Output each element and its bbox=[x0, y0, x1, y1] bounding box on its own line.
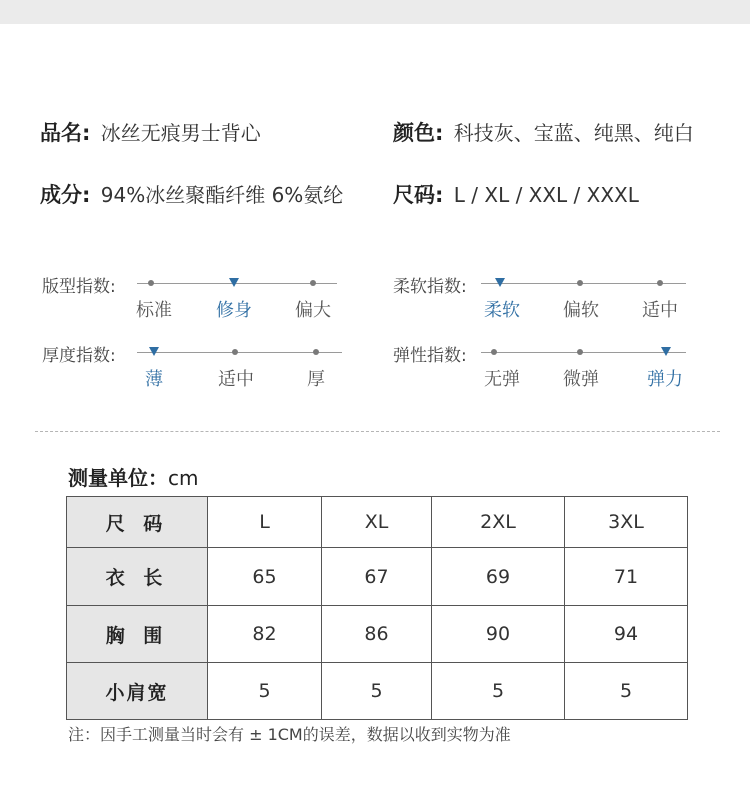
product-name-row bbox=[40, 117, 261, 147]
product-material-label: 成分: bbox=[40, 183, 91, 207]
scale-elasticity-track bbox=[481, 352, 686, 353]
scale-thickness-selected-marker bbox=[149, 347, 159, 356]
product-name-value: 冰丝无痕男士背心 bbox=[100, 121, 261, 145]
scale-softness-track bbox=[481, 283, 686, 284]
table-header-cell: XL bbox=[322, 497, 432, 548]
measure-unit-label: 测量单位： bbox=[68, 466, 168, 490]
table-row bbox=[67, 663, 688, 720]
scale-elasticity-option-2: 弹力 bbox=[647, 369, 683, 390]
product-color-value: 科技灰、宝蓝、纯黑、纯白 bbox=[453, 121, 694, 145]
product-size-row bbox=[393, 179, 639, 209]
product-color-row bbox=[393, 117, 694, 147]
product-size-value: L / XL / XXL / XXXL bbox=[453, 183, 639, 207]
scale-thickness-dot-1 bbox=[232, 349, 238, 355]
scale-thickness-track bbox=[137, 352, 342, 353]
table-cell: 5 bbox=[565, 663, 688, 720]
section-divider bbox=[35, 431, 720, 432]
product-color-label: 颜色: bbox=[393, 121, 444, 145]
table-row-header: 衣 长 bbox=[67, 548, 208, 606]
scale-softness-dot-1 bbox=[577, 280, 583, 286]
table-header-row bbox=[67, 497, 688, 548]
scale-fit bbox=[42, 272, 387, 332]
table-row bbox=[67, 606, 688, 663]
scale-thickness-label: 厚度指数: bbox=[42, 346, 116, 366]
table-row-header: 尺 码 bbox=[67, 497, 208, 548]
top-bar bbox=[0, 0, 750, 24]
table-cell: 71 bbox=[565, 548, 688, 606]
scale-softness-label: 柔软指数: bbox=[393, 277, 467, 297]
table-cell: 69 bbox=[432, 548, 565, 606]
product-name-label: 品名: bbox=[40, 121, 91, 145]
table-cell: 90 bbox=[432, 606, 565, 663]
scale-fit-option-1: 修身 bbox=[216, 300, 252, 321]
scale-elasticity-selected-marker bbox=[661, 347, 671, 356]
table-row-header: 小肩宽 bbox=[67, 663, 208, 720]
scale-thickness-option-2: 厚 bbox=[307, 369, 325, 390]
table-row bbox=[67, 548, 688, 606]
table-header-cell: L bbox=[208, 497, 322, 548]
scale-fit-dot-0 bbox=[148, 280, 154, 286]
table-cell: 86 bbox=[322, 606, 432, 663]
measure-unit-value: cm bbox=[168, 466, 199, 490]
scale-elasticity bbox=[393, 341, 738, 401]
table-cell: 67 bbox=[322, 548, 432, 606]
product-material-row bbox=[40, 179, 343, 209]
scale-softness-dot-2 bbox=[657, 280, 663, 286]
table-cell: 65 bbox=[208, 548, 322, 606]
table-header-cell: 2XL bbox=[432, 497, 565, 548]
table-cell: 5 bbox=[322, 663, 432, 720]
scale-elasticity-label: 弹性指数: bbox=[393, 346, 467, 366]
scale-fit-option-2: 偏大 bbox=[295, 300, 331, 321]
scale-elasticity-option-0: 无弹 bbox=[484, 369, 520, 390]
scale-thickness-option-0: 薄 bbox=[145, 369, 163, 390]
scale-softness-selected-marker bbox=[495, 278, 505, 287]
product-size-label: 尺码: bbox=[393, 183, 444, 207]
table-header-cell: 3XL bbox=[565, 497, 688, 548]
scale-softness-option-0: 柔软 bbox=[484, 300, 520, 321]
size-table bbox=[66, 496, 688, 720]
measurement-note: 注：因手工测量当时会有 ± 1CM的误差，数据以收到实物为准 bbox=[68, 725, 511, 744]
scale-softness-option-1: 偏软 bbox=[563, 300, 599, 321]
scale-elasticity-option-1: 微弹 bbox=[563, 369, 599, 390]
table-cell: 94 bbox=[565, 606, 688, 663]
scale-fit-label: 版型指数: bbox=[42, 277, 116, 297]
scale-thickness-option-1: 适中 bbox=[218, 369, 254, 390]
scale-fit-dot-2 bbox=[310, 280, 316, 286]
scale-fit-selected-marker bbox=[229, 278, 239, 287]
scale-elasticity-dot-0 bbox=[491, 349, 497, 355]
table-cell: 82 bbox=[208, 606, 322, 663]
product-material-value: 94%冰丝聚酯纤维 6%氨纶 bbox=[100, 183, 344, 207]
scale-elasticity-dot-1 bbox=[577, 349, 583, 355]
scale-thickness bbox=[42, 341, 387, 401]
scale-softness bbox=[393, 272, 738, 332]
table-cell: 5 bbox=[208, 663, 322, 720]
table-row-header: 胸 围 bbox=[67, 606, 208, 663]
measure-unit bbox=[68, 462, 198, 491]
scale-thickness-dot-2 bbox=[313, 349, 319, 355]
table-cell: 5 bbox=[432, 663, 565, 720]
scale-fit-option-0: 标准 bbox=[136, 300, 172, 321]
scale-softness-option-2: 适中 bbox=[642, 300, 678, 321]
